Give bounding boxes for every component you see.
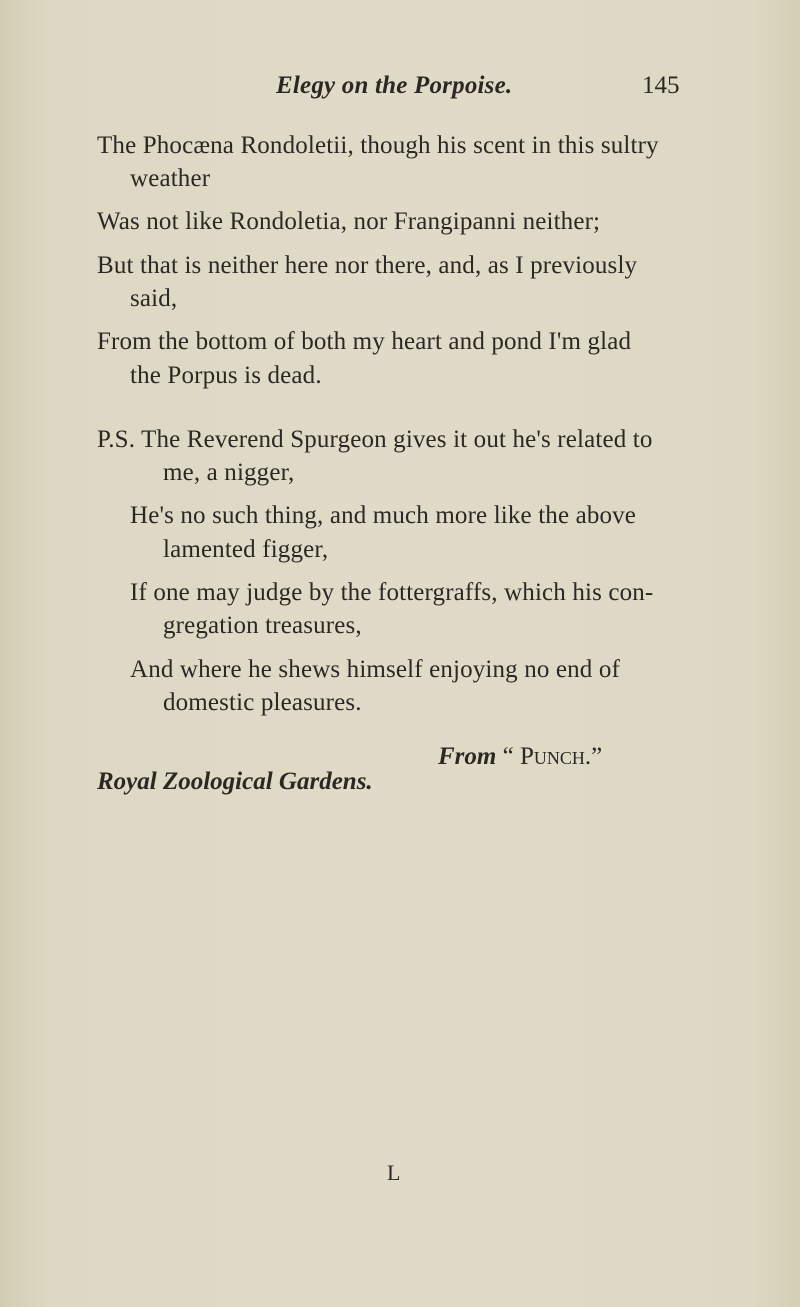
signoff [97, 767, 373, 797]
poem-line: P.S. The Reverend Spurgeon gives it out he's related to [97, 426, 653, 453]
poem-line: And where he shews himself enjoying no end of [130, 656, 620, 683]
poem-line: If one may judge by the fottergraffs, which his con- [130, 579, 654, 606]
poem-line: From the bottom of both my heart and pond I'm glad [97, 328, 632, 355]
page-number: 145 [642, 72, 680, 99]
poem-line: the Porpus is dead. [130, 362, 322, 389]
poem-line: me, a nigger, [163, 459, 295, 486]
running-title: Elegy on the Porpoise. [276, 72, 513, 99]
poem-line: gregation treasures, [163, 612, 362, 639]
poem-line: weather [130, 165, 211, 192]
poem-line: said, [130, 285, 178, 312]
footer-signature: L [387, 1160, 401, 1185]
attribution-source: “ Punch.” [502, 743, 603, 770]
signoff-text: Royal Zoological Gardens. [97, 768, 373, 795]
poem-line: lamented figger, [163, 536, 329, 563]
poem-line: domestic pleasures. [163, 689, 362, 716]
poem-line: He's no such thing, and much more like the above [130, 502, 637, 529]
poem-line: Was not like Rondoletia, nor Frangipanni neither; [97, 208, 601, 235]
poem-line: But that is neither here nor there, and, as I previously [97, 252, 638, 279]
attribution [438, 742, 602, 772]
poem-line: The Phocæna Rondoletii, though his scent in this sultry [97, 132, 659, 159]
page-header [0, 72, 800, 112]
attribution-from: From [438, 743, 497, 770]
